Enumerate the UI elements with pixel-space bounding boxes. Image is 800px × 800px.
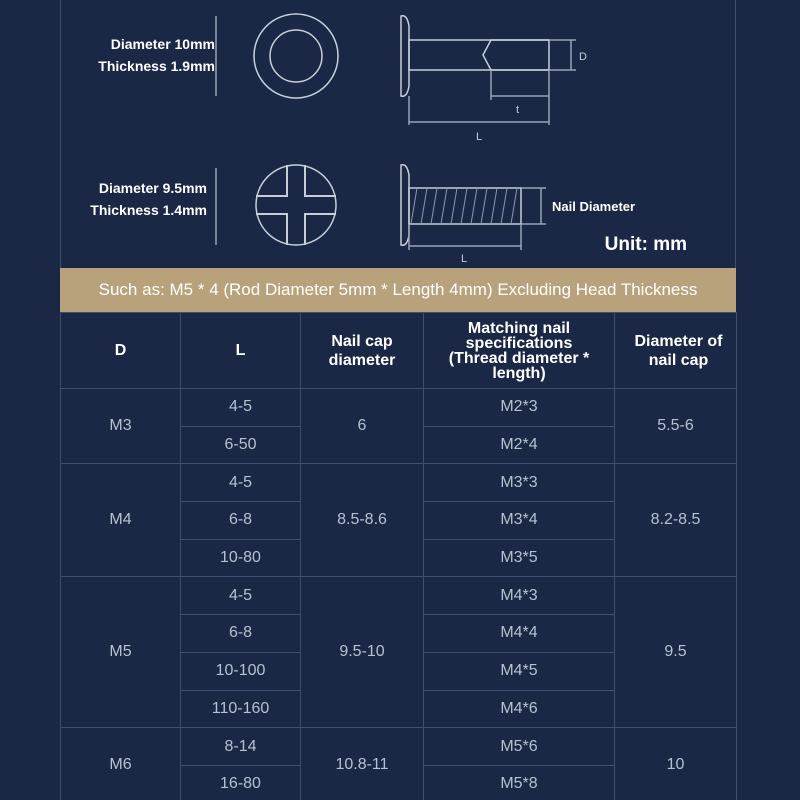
header-l: L: [181, 313, 301, 389]
d-cell: M6: [61, 728, 181, 800]
l-cell: 4-5: [181, 464, 301, 502]
spec-cell: M2*3: [424, 389, 615, 427]
header-diameter: [615, 313, 737, 389]
spec-cell: M3*5: [424, 539, 615, 577]
header-cap-line1: Nail cap: [331, 332, 393, 350]
d-cell: M4: [61, 464, 181, 577]
dim-l2-label: L: [461, 253, 468, 265]
l-cell: 8-14: [181, 728, 301, 766]
dim-d-label: D: [579, 51, 587, 63]
header-d: D: [61, 313, 181, 389]
spec-cell: M4*5: [424, 652, 615, 690]
cap-inner-hole: [270, 30, 322, 82]
spec-cell: M4*3: [424, 577, 615, 615]
table-row: [61, 577, 737, 615]
diagram-panel: [60, 0, 736, 268]
header-cap: [301, 313, 424, 389]
diameter-cell: 9.5: [615, 577, 737, 728]
dim-l1-label: L: [476, 131, 483, 143]
cap1-diameter: Diameter 10mm: [110, 36, 215, 52]
spec-cell: M5*8: [424, 765, 615, 800]
cap-cell: 10.8-11: [301, 728, 424, 800]
header-matching: [424, 313, 615, 389]
cap1-thickness: Thickness 1.9mm: [98, 58, 215, 74]
nail-diameter-label: Nail Diameter: [552, 199, 636, 214]
cap-top-view-phillips: [256, 165, 336, 245]
header-diameter-line2: nail cap: [648, 351, 709, 369]
l-cell: 4-5: [181, 577, 301, 615]
table-row: [61, 389, 737, 427]
cap-cell: 9.5-10: [301, 577, 424, 728]
l-cell: 6-8: [181, 615, 301, 653]
diameter-cell: 8.2-8.5: [615, 464, 737, 577]
l-cell: 6-50: [181, 426, 301, 464]
spec-cell: M3*3: [424, 464, 615, 502]
spec-cell: M3*4: [424, 502, 615, 540]
l-cell: 110-160: [181, 690, 301, 728]
cap-cell: 6: [301, 389, 424, 464]
dim-t-label: t: [516, 104, 520, 116]
table-row: [61, 728, 737, 766]
example-banner: Such as: M5 * 4 (Rod Diameter 5mm * Length 4mm) Excluding Head Thickness: [60, 268, 736, 312]
d-cell: M3: [61, 389, 181, 464]
header-cap-line2: diameter: [328, 351, 396, 369]
spec-cell: M4*6: [424, 690, 615, 728]
header-matching-line1: Matching nail specifications: [465, 319, 573, 352]
cap-top-view-circle: [254, 14, 338, 98]
l-cell: 10-100: [181, 652, 301, 690]
d-cell: M5: [61, 577, 181, 728]
spec-cell: M4*4: [424, 615, 615, 653]
l-cell: 6-8: [181, 502, 301, 540]
table-row: [61, 464, 737, 502]
cap2-label: [90, 177, 207, 221]
table-header-row: [61, 313, 737, 389]
head-side-2: [401, 165, 409, 246]
header-diameter-line1: Diameter of: [634, 332, 723, 350]
spec-table: [60, 312, 737, 800]
cap2-diameter: Diameter 9.5mm: [98, 180, 207, 196]
cap2-thickness: Thickness 1.4mm: [90, 202, 207, 218]
l-cell: 10-80: [181, 539, 301, 577]
unit-label: Unit: mm: [604, 234, 687, 255]
spec-cell: M2*4: [424, 426, 615, 464]
diameter-cell: 10: [615, 728, 737, 800]
spec-cell: M5*6: [424, 728, 615, 766]
cap-cell: 8.5-8.6: [301, 464, 424, 577]
l-cell: 16-80: [181, 765, 301, 800]
l-cell: 4-5: [181, 389, 301, 427]
header-matching-line2: (Thread diameter * length): [448, 349, 590, 382]
diameter-cell: 5.5-6: [615, 389, 737, 464]
shank-1: [409, 40, 549, 70]
head-side-1: [401, 16, 409, 97]
cap1-label: [98, 33, 215, 77]
